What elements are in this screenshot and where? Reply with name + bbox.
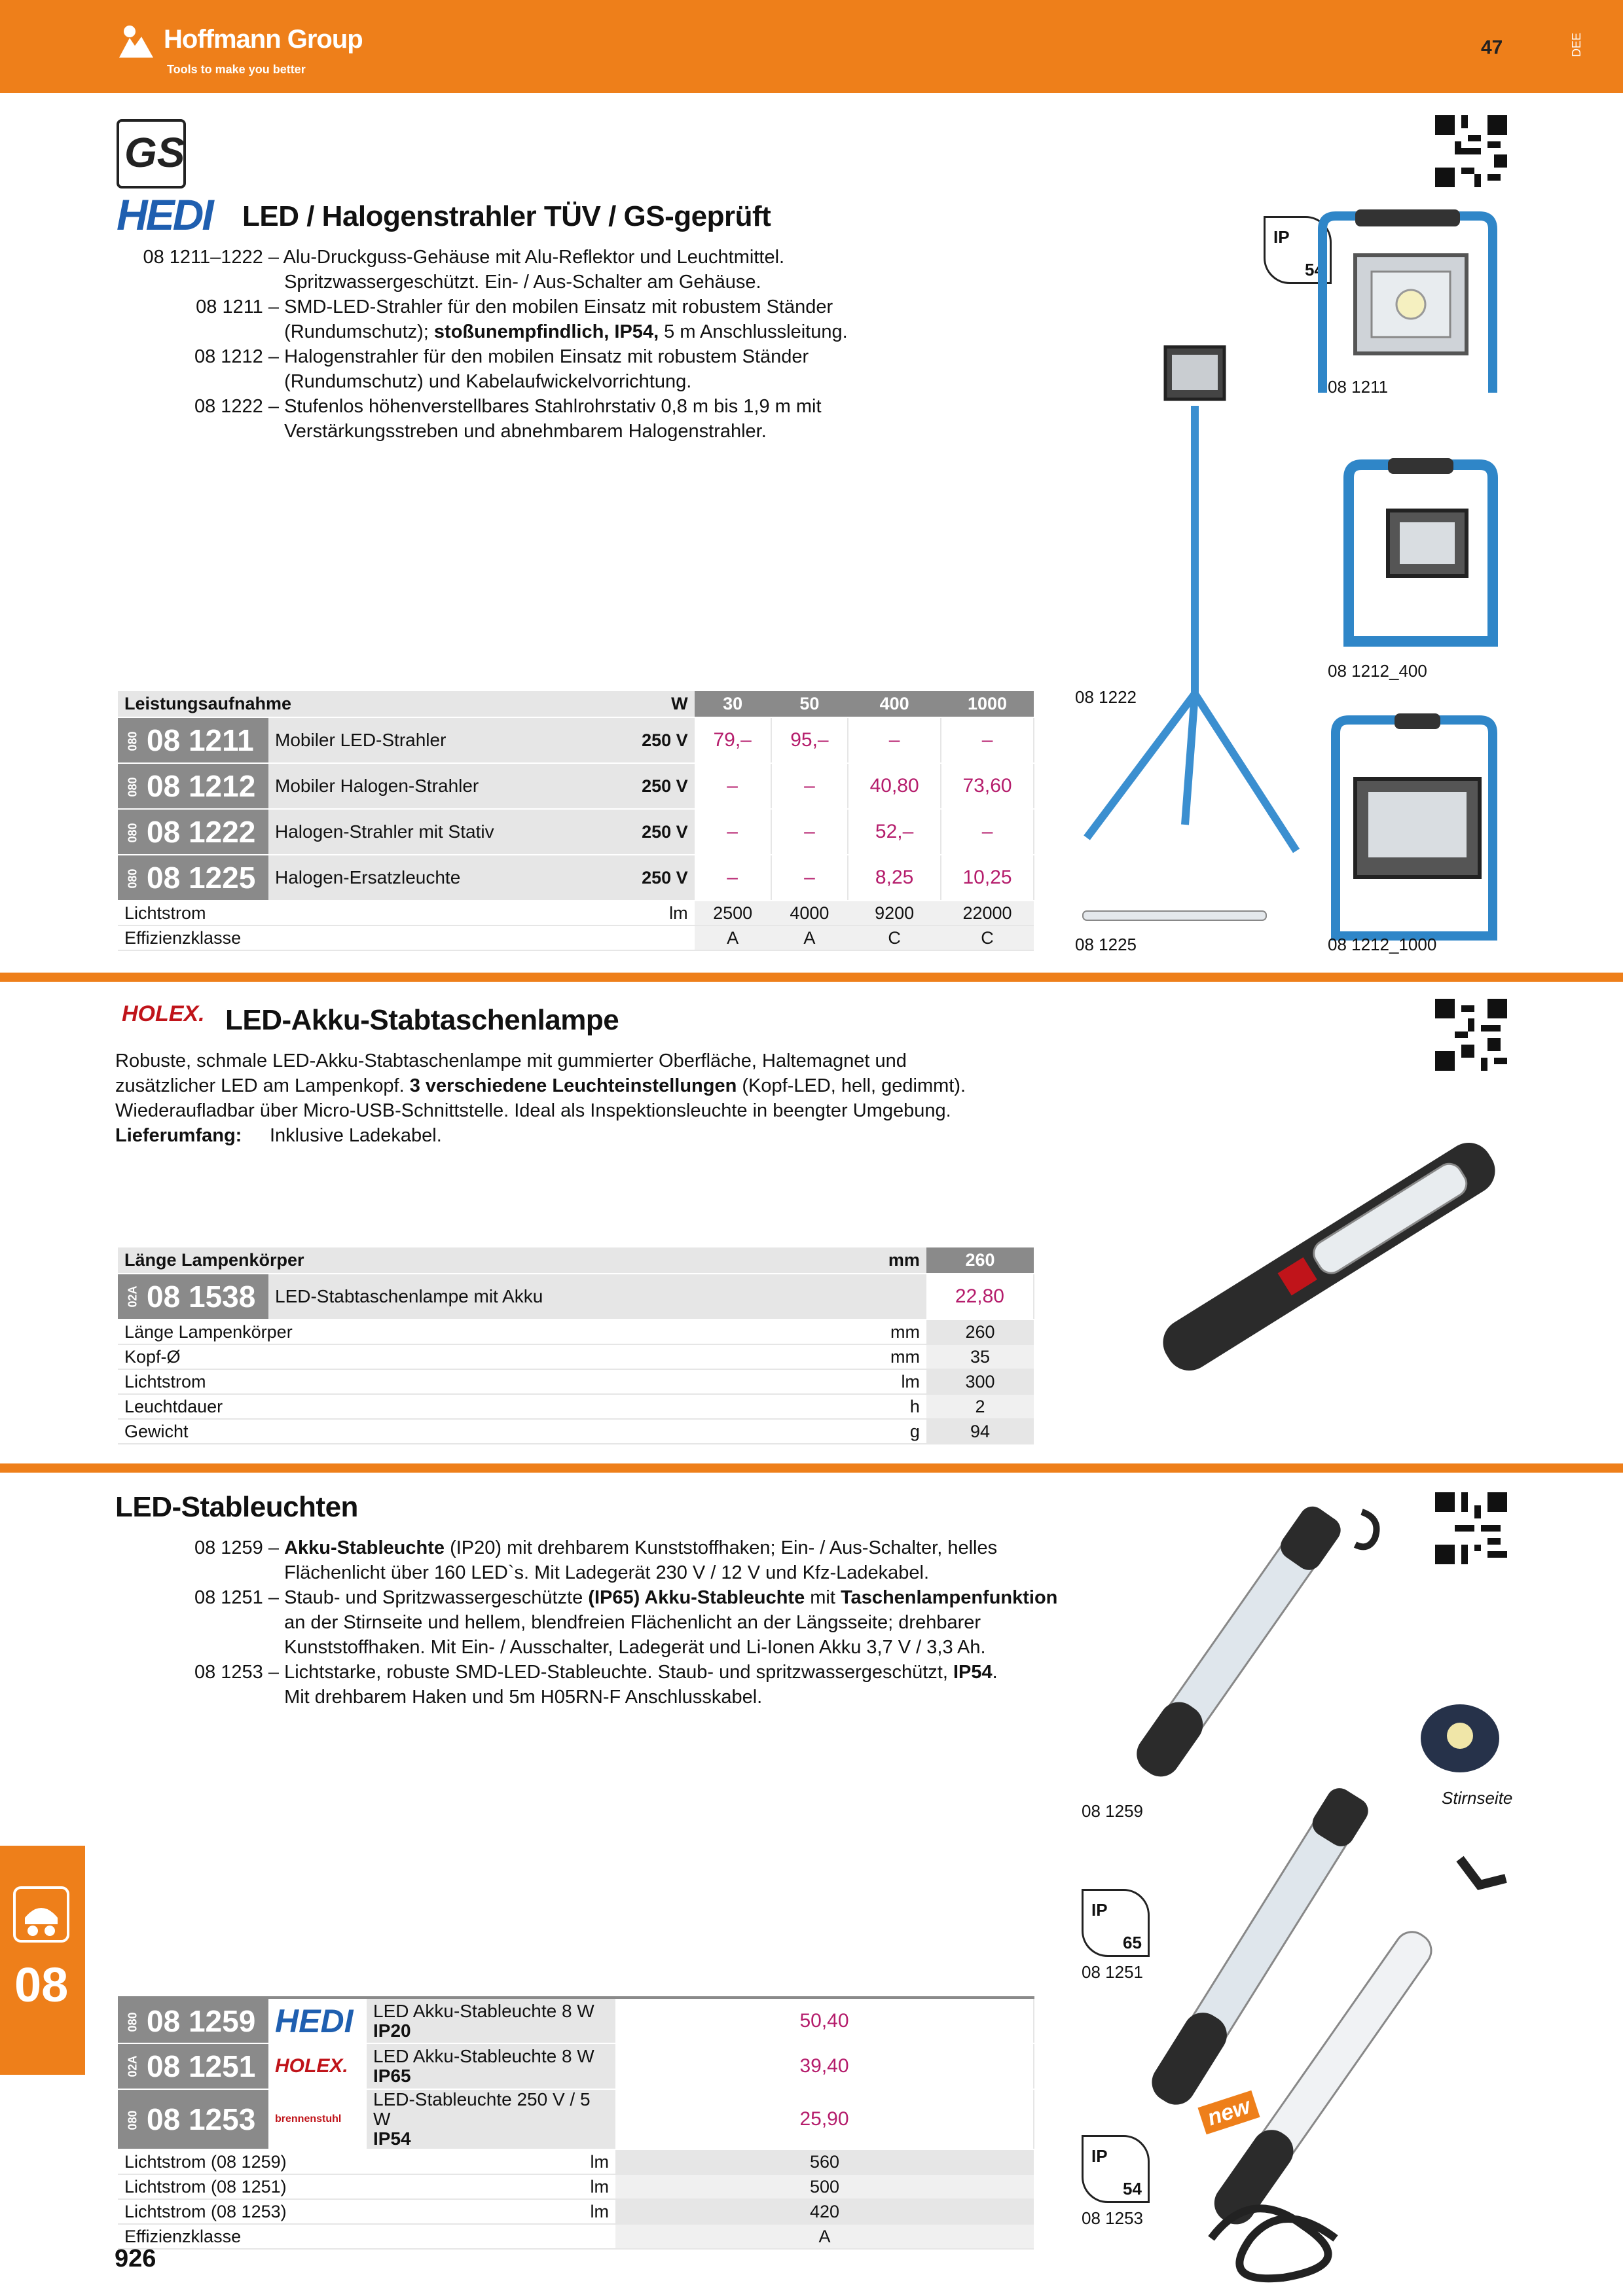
article-number: 080 08 1222 — [118, 809, 268, 855]
table-footer-row: Lichtstrom lm 2500 4000 9200 22000 — [118, 901, 1034, 925]
qr-code-icon[interactable] — [1435, 115, 1507, 187]
desc-line: 08 1222 – Stufenlos höhenverstellbares Stahlrohrstativ 0,8 m bis 1,9 m mit — [194, 396, 822, 417]
table-footer-row: Lichtstrom (08 1259) lm 560 — [118, 2149, 1034, 2174]
brand-logo-holex: HOLEX. — [268, 2043, 367, 2089]
section-separator — [0, 1463, 1623, 1473]
halogen-floodlight-081212-400-image — [1329, 452, 1512, 648]
qr-code-icon[interactable] — [1435, 999, 1507, 1071]
page-number: 926 — [115, 2245, 156, 2272]
halogen-floodlight-081212-1000-image — [1322, 707, 1506, 942]
product-table-rod-lamps — [118, 1996, 1034, 2250]
table-row: 080 08 1212 Mobiler Halogen-Strahler 250 V – – 40,80 73,60 — [118, 763, 1034, 809]
brand-logo-brennenstuhl: brennenstuhl — [268, 2089, 367, 2149]
caption-081212-400: 08 1212_400 — [1328, 661, 1427, 681]
article-number: 02A 08 1251 — [118, 2043, 268, 2089]
section-title: LED / Halogenstrahler TÜV / GS-geprüft — [242, 200, 771, 232]
caption-081253: 08 1253 — [1082, 2208, 1143, 2228]
article-number: 02A 08 1538 — [118, 1274, 268, 1319]
caption-081212-1000: 08 1212_1000 — [1328, 935, 1437, 954]
logo-tagline: Tools to make you better — [167, 63, 306, 76]
halogen-tripod-081222-image — [1074, 340, 1322, 864]
table-footer-row: Lichtstrom (08 1253) lm 420 — [118, 2199, 1034, 2224]
caption-081222: 08 1222 — [1075, 687, 1137, 707]
desc-line: (Rundumschutz) und Kabelaufwickelvorrichtung. — [284, 371, 692, 392]
brand-hedi: HEDI — [117, 190, 212, 239]
new-badge: new — [1197, 2090, 1260, 2135]
table-row: 02A 08 1538 LED-Stabtaschenlampe mit Akku 22,80 — [118, 1274, 1034, 1319]
led-rod-lamps-081251-081253-image — [1087, 1780, 1512, 2284]
section-description — [128, 245, 1045, 444]
table-row: 080 08 1259 HEDI LED Akku-Stableuchte 8 W IP20 50,40 — [118, 1998, 1034, 2043]
caption-081259: 08 1259 — [1082, 1801, 1143, 1821]
desc-line: 08 1211–1222 – Alu-Druckguss-Gehäuse mit Alu-Reflektor und Leuchtmittel. — [143, 247, 785, 268]
language-code: DEE — [1570, 33, 1583, 58]
section-description: Robuste, schmale LED-Akku-Stabtaschenlampe mit gummierter Oberfläche, Haltemagnet und zusätzlicher LED am Lampenkopf. 3 verschiedene Leuchteinstellungen (Kopf-LED, hell, gedimmt). Wiederaufladbar über Micro-USB-Schnittstelle. Ideal als Inspektionsleuchte in beengter Umgebung. Lieferumfang: Inklusive Ladekabel. — [115, 1050, 966, 1146]
chapter-number: 08 — [14, 1958, 69, 2012]
table-row: 080 08 1222 Halogen-Strahler mit Stativ 250 V – – 52,– – — [118, 809, 1034, 855]
qr-code-icon[interactable] — [1435, 1492, 1507, 1564]
ip65-badge-icon: IP 65 — [1082, 1889, 1150, 1957]
table-footer-row: Lichtstrom (08 1251) lm 500 — [118, 2174, 1034, 2199]
header-unit: W — [608, 691, 694, 717]
product-table-stick-flashlight — [118, 1247, 1034, 1444]
article-number: 080 08 1212 — [118, 763, 268, 809]
section-description: 08 1259 – Akku-Stableuchte (IP20) mit drehbarem Kunststoffhaken; Ein- / Aus-Schalter, helles Flächenlicht über 160 LED`s. Mit Ladegerät 230 V / 12 V und Kfz-Ladekabel. 08 1251 – Staub- und Spritzwassergeschützte (IP65) Akku-Stableuchte mit Taschenlampenfunktion an der Stirnseite und hellem, blendfreien Flächenlicht an der Längsseite; drehbarer Kunststoffhaken. Mit Ein- / Ausschalter, Ladegerät und Li-Ionen Akku 3,7 V / 3,3 Ah. 08 1253 – Lichtstarke, robuste SMD-LED-Stableuchte. Staub- und spritzwassergeschützt, IP54. Mit drehbarem Haken und 5m H05RN-F Anschlusskabel. — [194, 1537, 1058, 1708]
led-rod-lamp-081259-image — [1087, 1505, 1388, 1780]
table-header-row: Länge Lampenkörper mm 260 — [118, 1247, 1034, 1274]
article-number: 080 08 1259 — [118, 1998, 268, 2043]
table-header-row: Leistungsaufnahme W 30 50 400 1000 — [118, 691, 1034, 717]
table-footer-row: Kopf-Ø mm 35 — [118, 1344, 1034, 1369]
table-row: 080 08 1225 Halogen-Ersatzleuchte 250 V – – 8,25 10,25 — [118, 855, 1034, 901]
table-row: 080 08 1253 brennenstuhl LED-Stableuchte 250 V / 5 W IP54 25,90 — [118, 2089, 1034, 2149]
table-row: 02A 08 1251 HOLEX. LED Akku-Stableuchte 8 W IP65 39,40 — [118, 2043, 1034, 2089]
product-table-floodlights — [118, 691, 1034, 951]
article-number: 080 08 1225 — [118, 855, 268, 901]
logo-text: Hoffmann Group — [164, 25, 363, 54]
desc-line: 08 1212 – Halogenstrahler für den mobilen Einsatz mit robustem Ständer — [194, 346, 809, 367]
section-separator — [0, 973, 1623, 982]
lamp-front-side-image — [1414, 1699, 1506, 1778]
caption-081251: 08 1251 — [1082, 1962, 1143, 1982]
halogen-replacement-lamp-081225-image — [1076, 906, 1273, 925]
desc-line: (Rundumschutz); stoßunempfindlich, IP54, 5 m Anschlussleitung. — [284, 321, 848, 342]
gs-badge-icon: GS — [117, 119, 186, 188]
table-footer-row: Länge Lampenkörper mm 260 — [118, 1319, 1034, 1344]
section-title: LED-Stableuchten — [115, 1491, 358, 1523]
desc-line: Verstärkungsstreben und abnehmbarem Halogenstrahler. — [284, 421, 767, 442]
brand-logo-hedi: HEDI — [268, 1998, 367, 2043]
desc-line: Spritzwassergeschützt. Ein- / Aus-Schalter am Gehäuse. — [284, 272, 761, 293]
caption-081225: 08 1225 — [1075, 935, 1137, 954]
led-stick-flashlight-image — [1146, 1100, 1512, 1414]
ip54-badge-icon: IP 54 — [1264, 216, 1332, 284]
section-title: LED-Akku-Stabtaschenlampe — [225, 1004, 619, 1036]
table-row: 080 08 1211 Mobiler LED-Strahler 250 V 79,– 95,– – – — [118, 717, 1034, 763]
table-footer-row: Effizienzklasse A A C C — [118, 925, 1034, 950]
desc-line: 08 1211 – SMD-LED-Strahler für den mobilen Einsatz mit robustem Ständer — [196, 296, 833, 317]
led-floodlight-081211-image — [1309, 203, 1506, 399]
header-label: Leistungsaufnahme — [118, 691, 608, 717]
brand-holex: HOLEX. — [122, 1001, 205, 1026]
protective-gear-icon — [12, 1885, 71, 1944]
article-number: 080 08 1253 — [118, 2089, 268, 2149]
catalog-page-number: 47 — [1481, 37, 1503, 58]
ip54-badge-icon: IP 54 — [1082, 2135, 1150, 2203]
caption-stirnseite: Stirnseite — [1442, 1788, 1513, 1808]
caption-081211: 08 1211 — [1328, 377, 1389, 397]
table-footer-row: Effizienzklasse A — [118, 2224, 1034, 2249]
table-footer-row: Leuchtdauer h 2 — [118, 1394, 1034, 1419]
table-footer-row: Lichtstrom lm 300 — [118, 1369, 1034, 1394]
hoffmann-logo-icon — [115, 24, 164, 59]
article-number: 080 08 1211 — [118, 717, 268, 763]
table-footer-row: Gewicht g 94 — [118, 1419, 1034, 1444]
